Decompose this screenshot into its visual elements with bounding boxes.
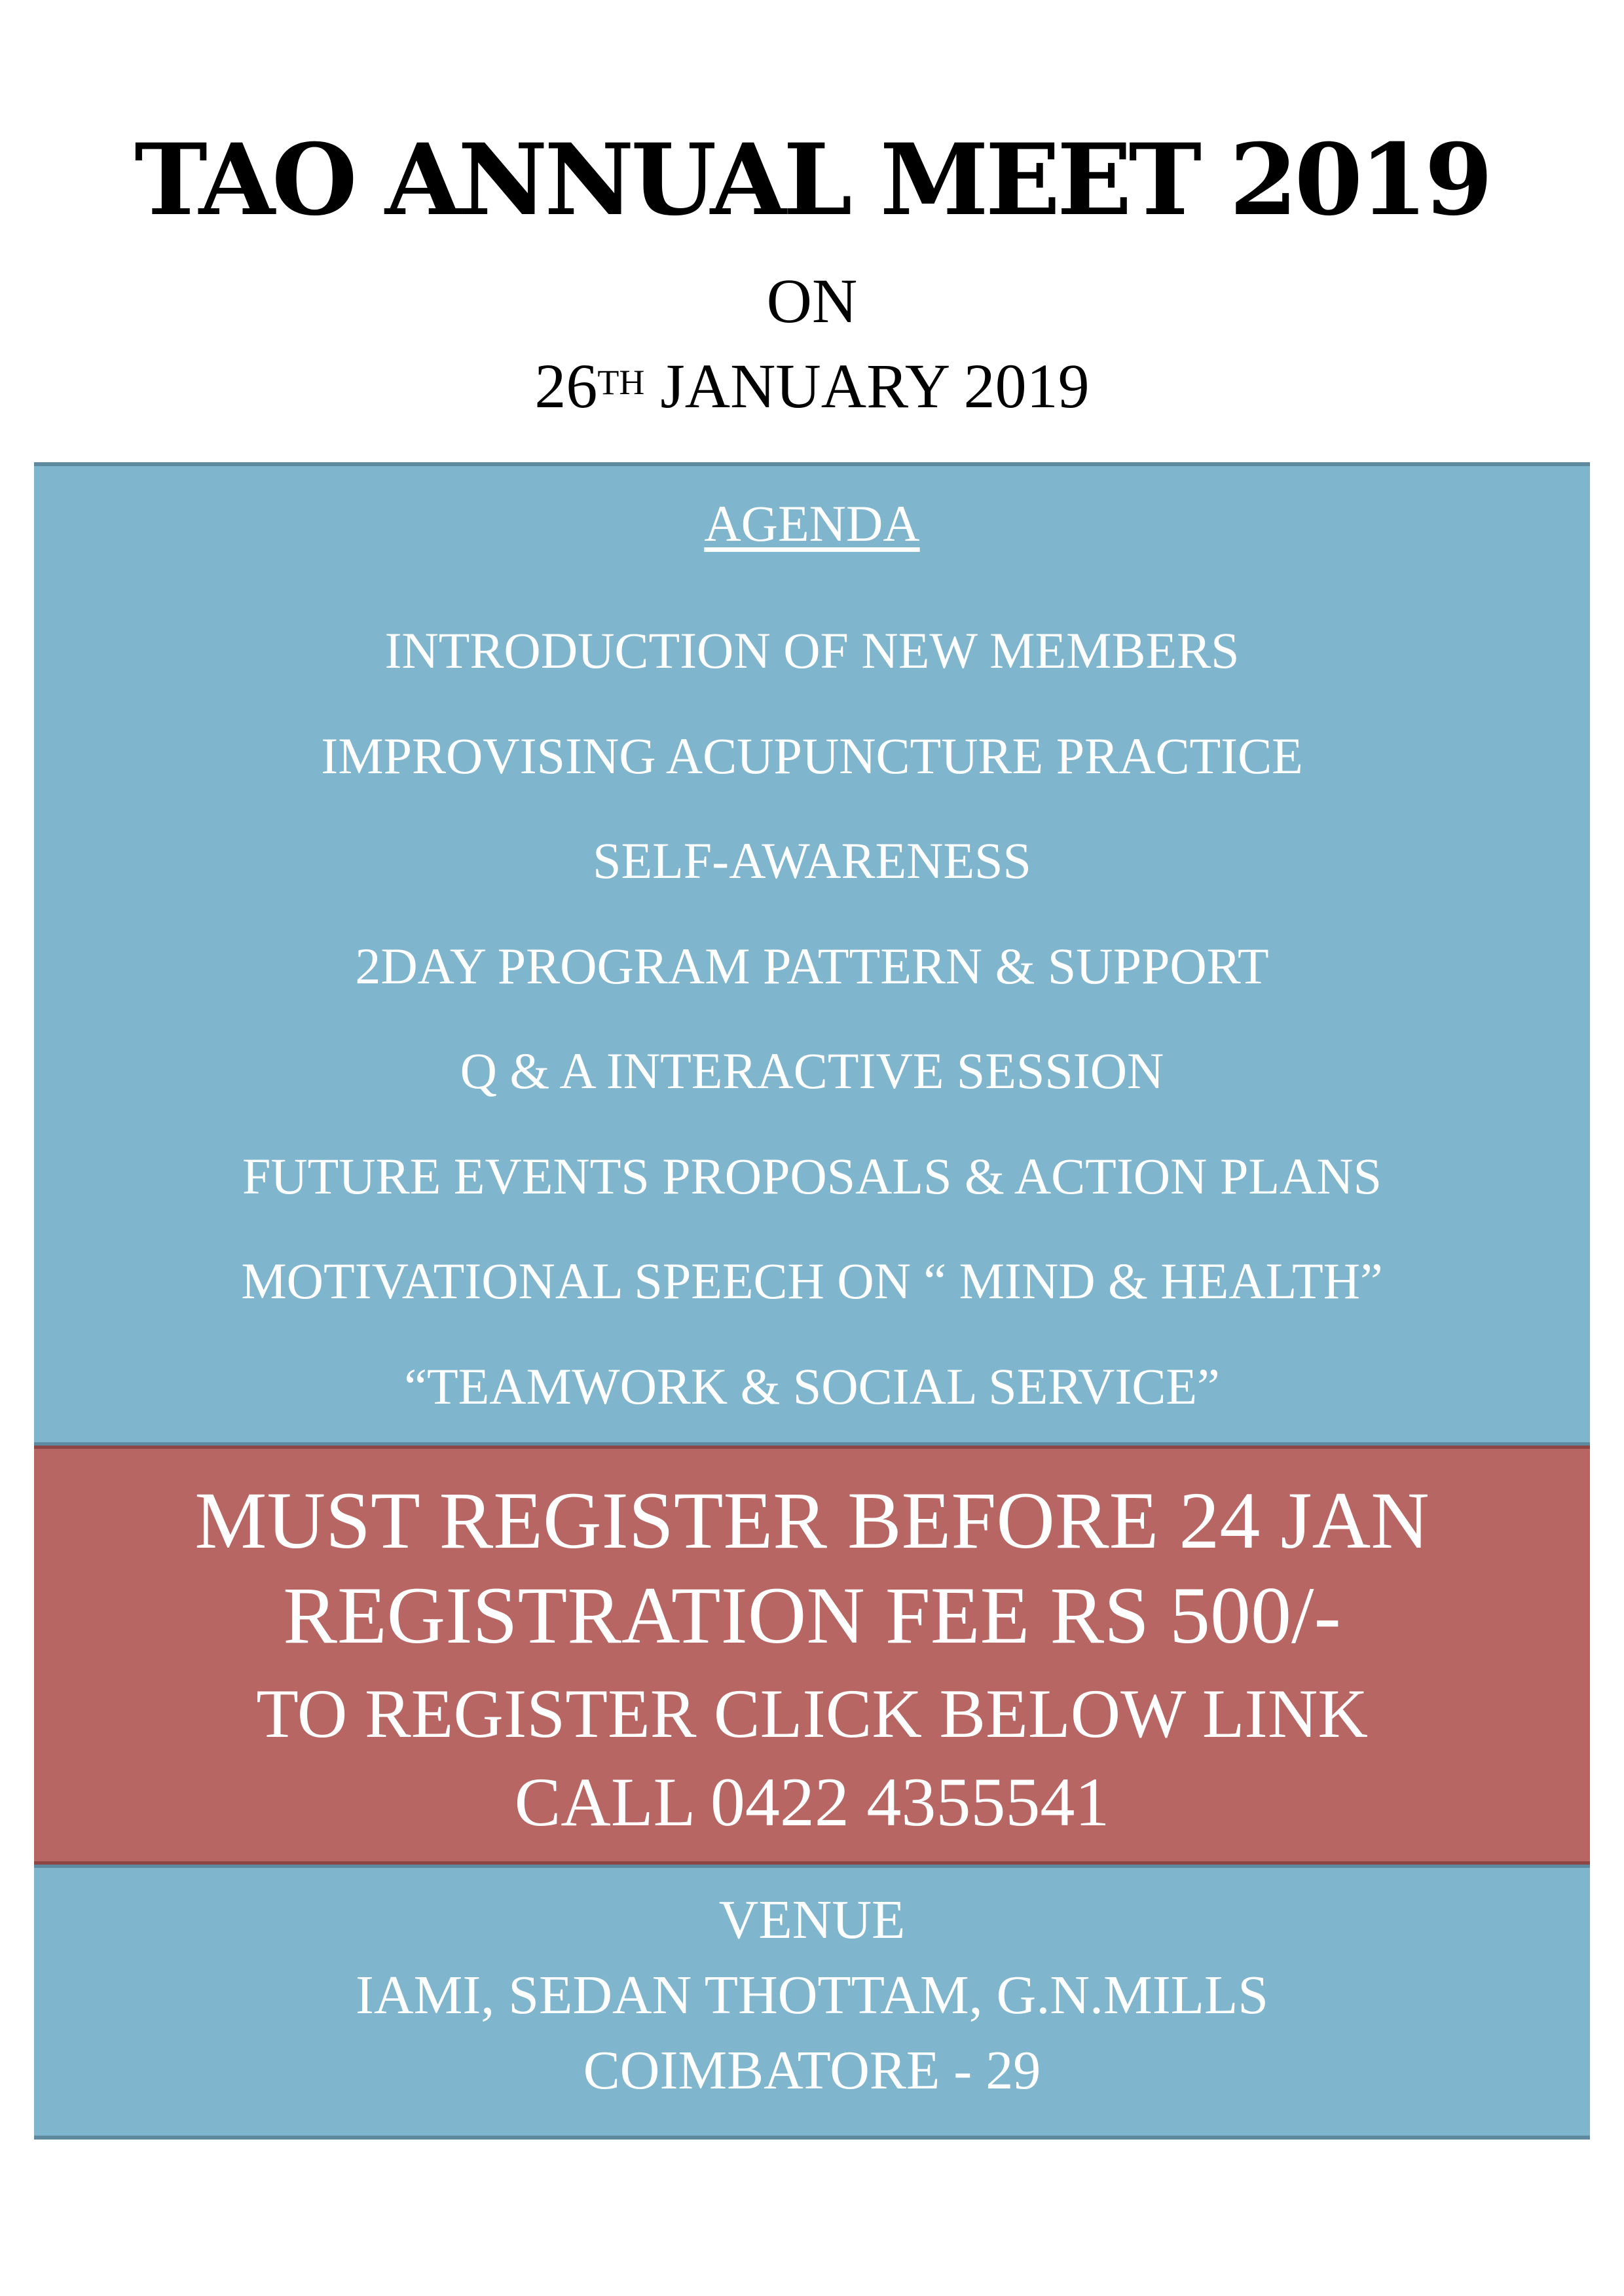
agenda-item: MOTIVATIONAL SPEECH ON “ MIND & HEALTH”: [241, 1252, 1383, 1309]
registration-panel: [34, 1446, 1590, 1865]
agenda-heading: AGENDA: [704, 495, 920, 552]
agenda-item: FUTURE EVENTS PROPOSALS & ACTION PLANS: [242, 1147, 1382, 1205]
agenda-item: 2DAY PROGRAM PATTERN & SUPPORT: [355, 937, 1269, 994]
venue-address-line2: COIMBATORE - 29: [583, 2040, 1041, 2101]
agenda-item: IMPROVISING ACUPUNCTURE PRACTICE: [321, 727, 1303, 784]
venue-heading: VENUE: [718, 1889, 906, 1950]
venue-panel: [34, 1865, 1590, 2140]
agenda-item: “TEAMWORK & SOCIAL SERVICE”: [404, 1357, 1220, 1415]
venue-address-line1: IAMI, SEDAN THOTTAM, G.N.MILLS: [356, 1965, 1268, 2026]
event-title: TAO ANNUAL MEET 2019: [134, 122, 1490, 238]
event-date-suffix: TH: [597, 363, 645, 402]
event-date: [0, 344, 1624, 429]
registration-fee: REGISTRATION FEE RS 500/-: [283, 1571, 1341, 1660]
agenda-item: SELF-AWARENESS: [593, 832, 1031, 889]
event-header: [0, 0, 1624, 458]
event-date-rest: JANUARY 2019: [644, 351, 1090, 421]
event-date-day: 26: [534, 351, 598, 421]
registration-link-text: TO REGISTER CLICK BELOW LINK: [256, 1675, 1368, 1752]
agenda-item: Q & A INTERACTIVE SESSION: [460, 1042, 1164, 1099]
registration-phone: CALL 0422 4355541: [514, 1764, 1110, 1840]
agenda-list: [34, 618, 1590, 1459]
agenda-panel: [34, 462, 1590, 1446]
agenda-item: INTRODUCTION OF NEW MEMBERS: [384, 622, 1240, 679]
event-on-label: ON: [766, 266, 858, 336]
registration-deadline: MUST REGISTER BEFORE 24 JAN: [194, 1476, 1430, 1565]
